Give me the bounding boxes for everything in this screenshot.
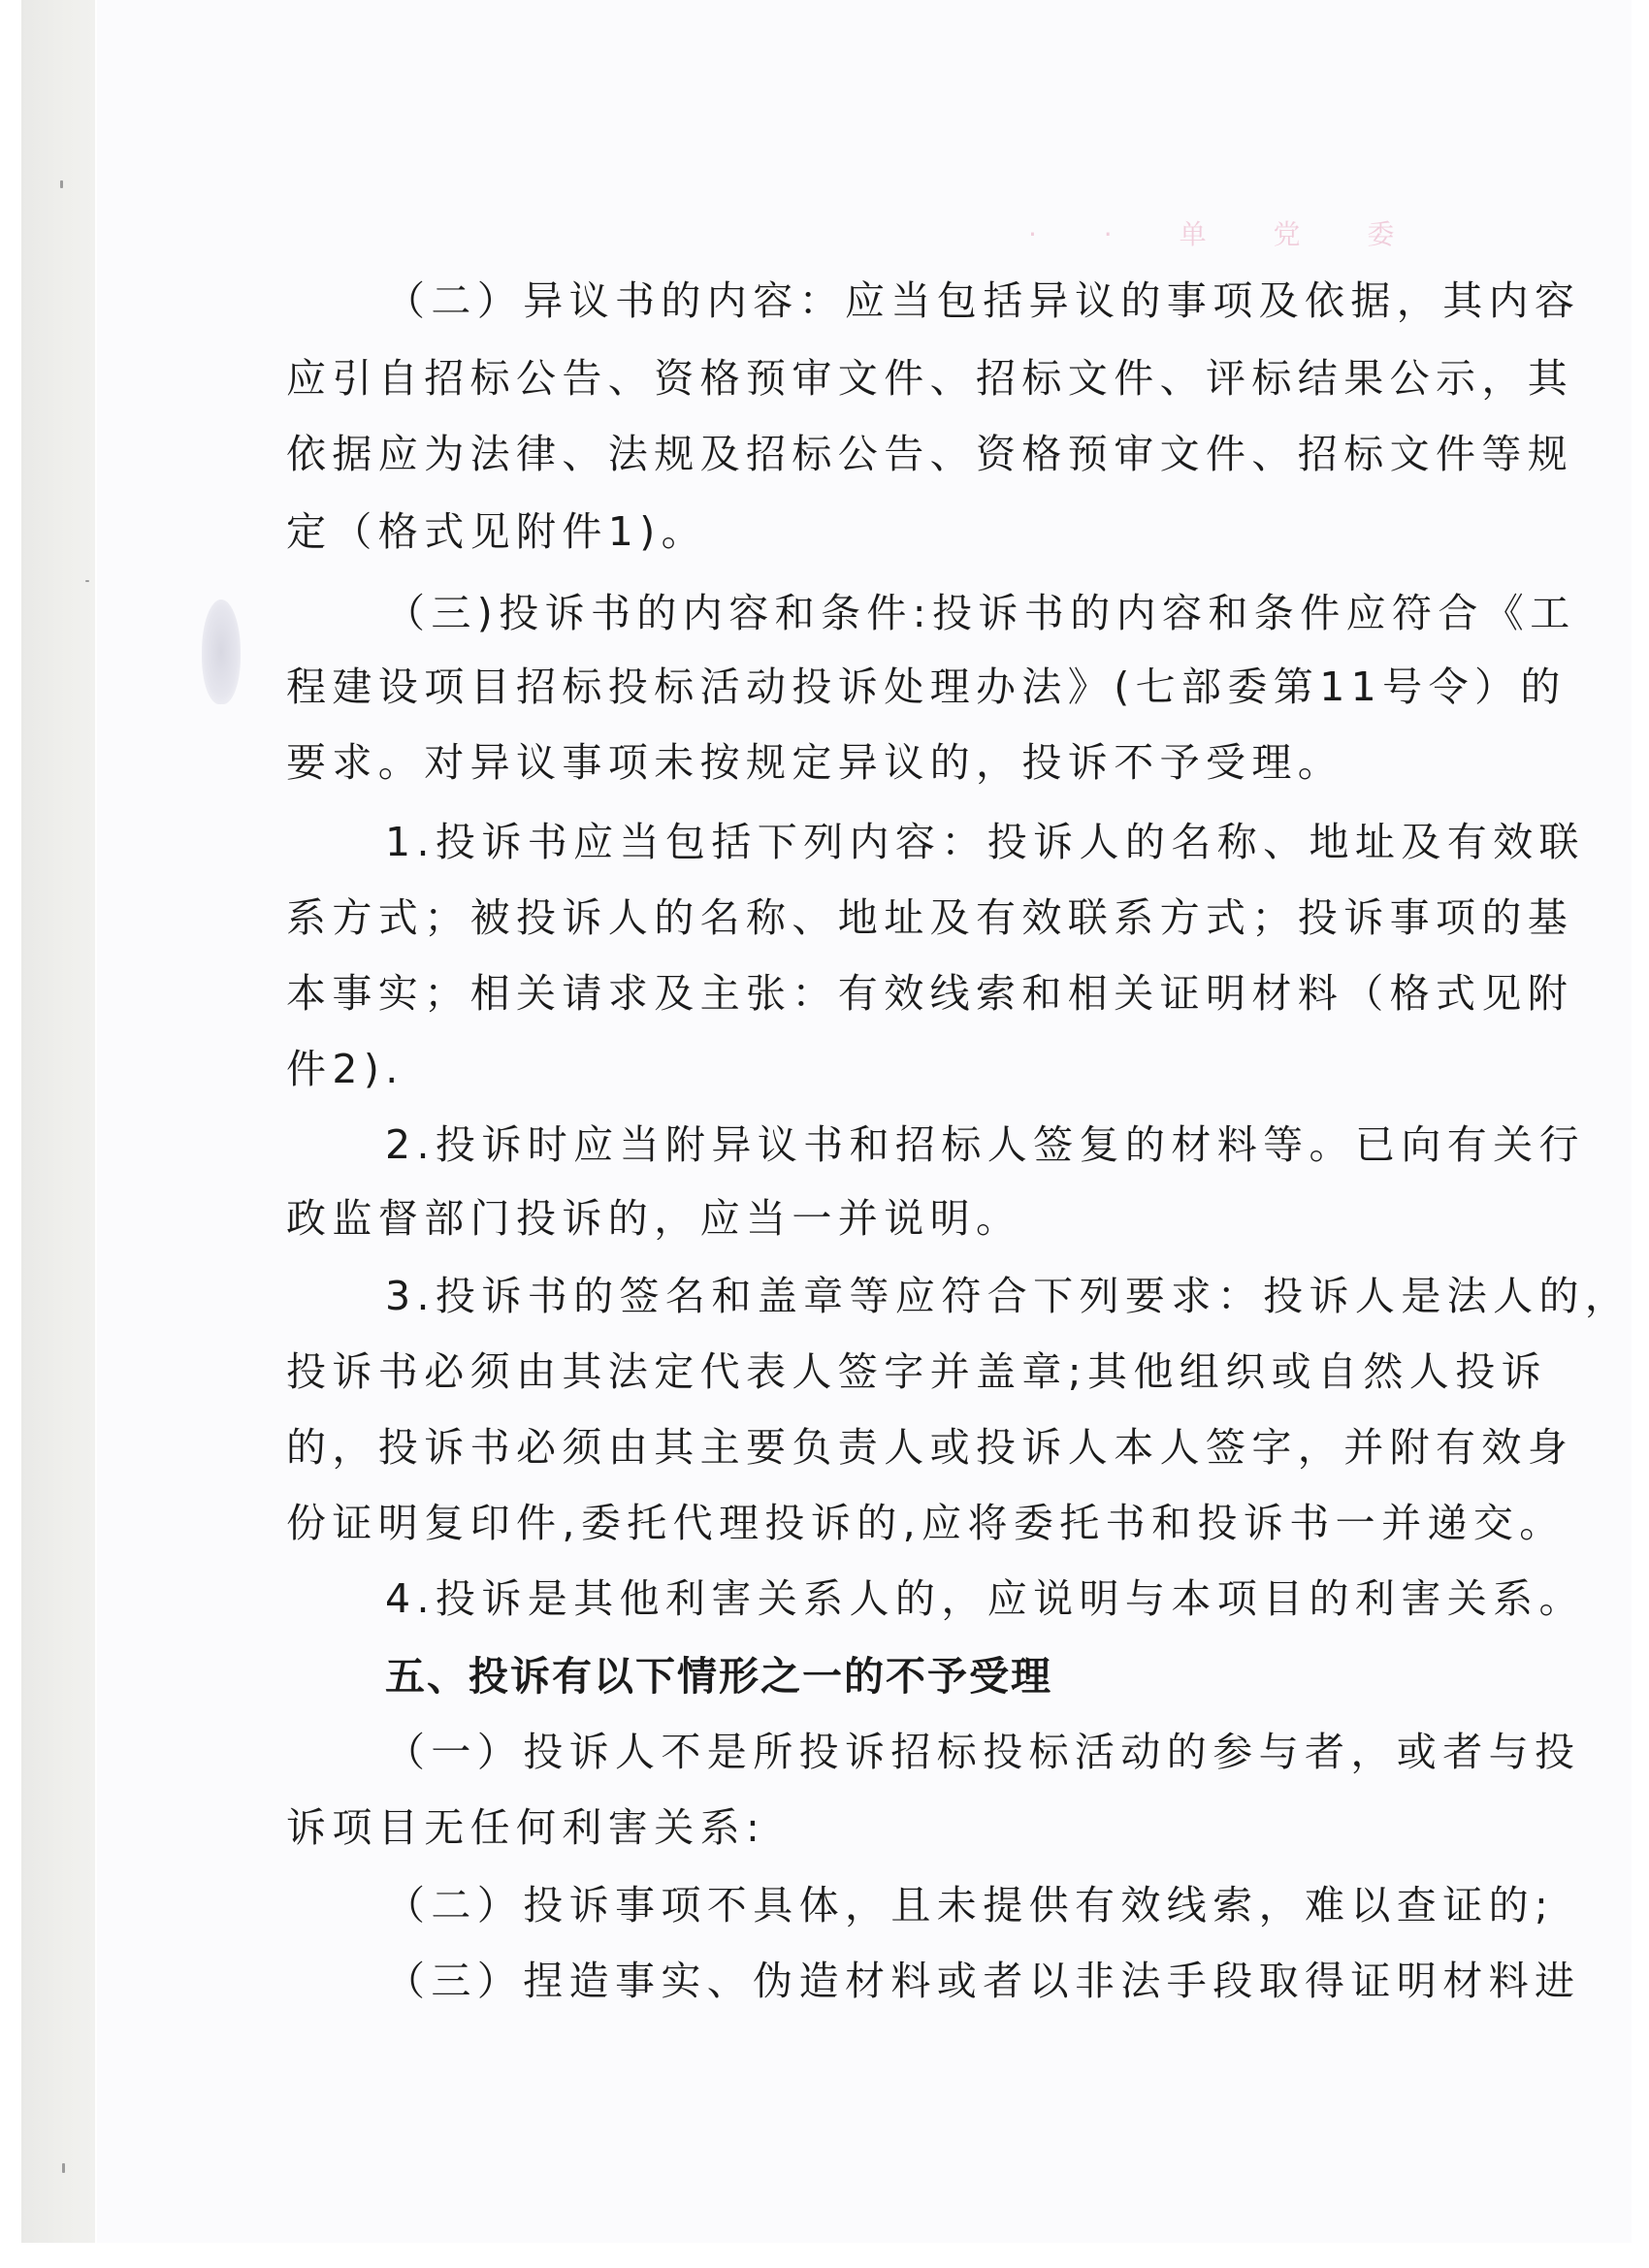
text-line: 4.投诉是其他利害关系人的，应说明与本项目的利害关系。	[385, 1575, 1585, 1622]
binding-edge-line	[95, 0, 97, 2243]
text-line: 的，投诉书必须由其主要负责人或投诉人本人签字，并附有效身	[286, 1424, 1574, 1471]
text-line: （三）捏造事实、伪造材料或者以非法手段取得证明材料进	[385, 1958, 1581, 2004]
text-line: 系方式；被投诉人的名称、地址及有效联系方式；投诉事项的基	[286, 894, 1574, 941]
scan-speck	[62, 2163, 65, 2173]
text-line: 3.投诉书的签名和盖章等应符合下列要求：投诉人是法人的，	[385, 1273, 1632, 1319]
stamp-bleed-mark	[202, 599, 241, 704]
text-line: （一）投诉人不是所投诉招标投标活动的参与者，或者与投	[385, 1729, 1581, 1775]
text-line: （二）异议书的内容：应当包括异议的事项及依据，其内容	[385, 277, 1581, 324]
red-seal-residue: · · 单 党 委	[1028, 218, 1424, 250]
text-line: 1.投诉书应当包括下列内容：投诉人的名称、地址及有效联	[385, 819, 1585, 865]
text-line: 投诉书必须由其法定代表人签字并盖章;其他组织或自然人投诉	[286, 1348, 1548, 1395]
text-line: 本事实；相关请求及主张：有效线索和相关证明材料（格式见附	[286, 970, 1574, 1017]
text-line: （三)投诉书的内容和条件:投诉书的内容和条件应符合《工	[385, 590, 1576, 636]
binding-margin	[21, 0, 95, 2243]
text-line: 依据应为法律、法规及招标公告、资格预审文件、招标文件等规	[286, 431, 1574, 477]
text-line: 政监督部门投诉的，应当一并说明。	[286, 1195, 1022, 1242]
text-line: 2.投诉时应当附异议书和招标人签复的材料等。已向有关行	[385, 1121, 1585, 1168]
text-line: （二）投诉事项不具体，且未提供有效线索，难以查证的;	[385, 1882, 1555, 1928]
text-line: 诉项目无任何利害关系:	[286, 1804, 766, 1851]
text-line: 份证明复印件,委托代理投诉的,应将委托书和投诉书一并递交。	[286, 1500, 1566, 1546]
text-line: 要求。对异议事项未按规定异议的，投诉不予受理。	[286, 739, 1344, 786]
text-line: 定（格式见附件1)。	[286, 508, 708, 555]
scan-speck	[85, 580, 89, 582]
text-line: 件2).	[286, 1046, 404, 1092]
text-line: 应引自招标公告、资格预审文件、招标文件、评标结果公示，其	[286, 355, 1574, 402]
text-line: 程建设项目招标投标活动投诉处理办法》(七部委第11号令）的	[286, 664, 1567, 710]
scan-speck	[60, 180, 63, 188]
section-heading: 五、投诉有以下情形之一的不予受理	[385, 1653, 1052, 1700]
